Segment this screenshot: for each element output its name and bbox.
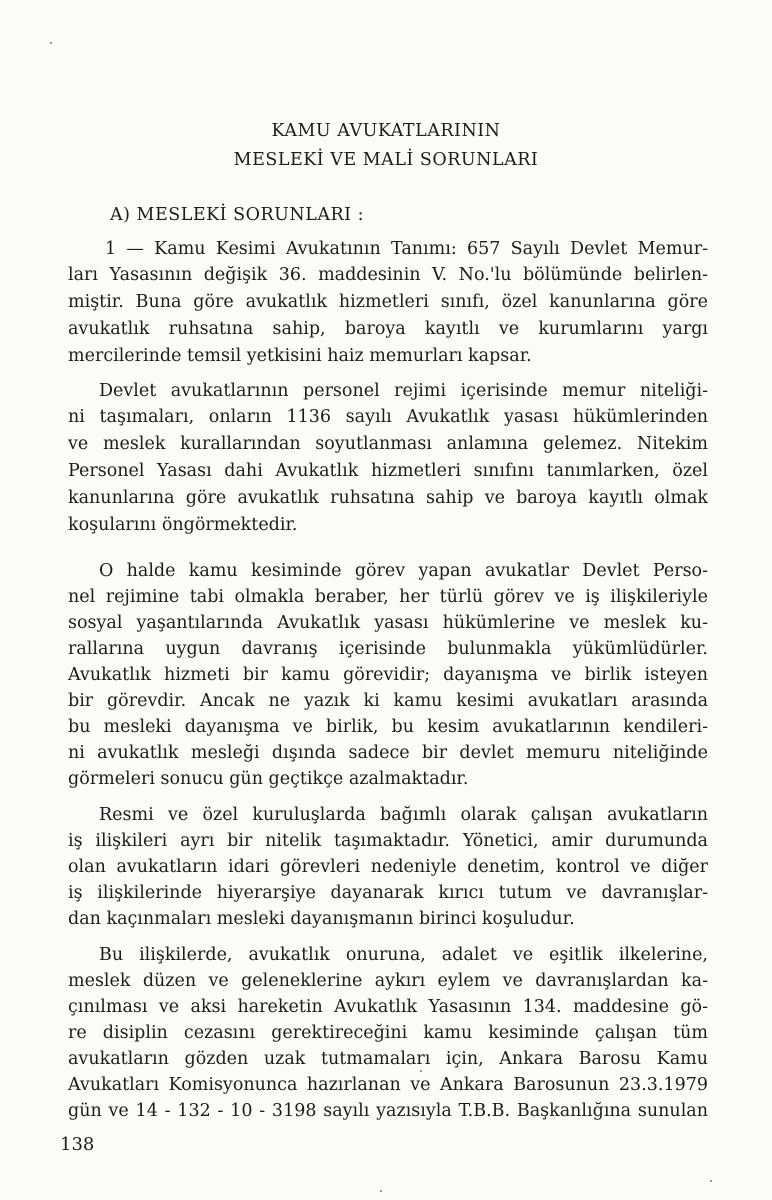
- text-line: nel rejimine tabi olmakla beraber, her türlü görev ve iş ilişkileriyle: [68, 587, 708, 607]
- text-line: Bu ilişkilerde, avukatlık onuruna, adalet ve eşitlik ilkelerine,: [99, 945, 708, 965]
- text-line: dan kaçınmaları mesleki dayanışmanın birinci koşuludur.: [68, 909, 575, 929]
- text-line: Avukatları Komisyonunca hazırlanan ve Ankara Barosunun 23.3.1979: [68, 1075, 708, 1095]
- text-line: ları Yasasının değişik 36. maddesinin V. No.'lu bölümünde belirlen-: [68, 265, 708, 285]
- text-line: bu mesleki dayanışma ve birlik, bu kesim avukatlarının kendileri-: [68, 717, 708, 737]
- text-line: Avukatlık hizmeti bir kamu görevidir; dayanışma ve birlik isteyen: [68, 665, 708, 685]
- title-line-2: MESLEKİ VE MALİ SORUNLARI: [233, 150, 539, 170]
- scan-speck: [50, 42, 52, 44]
- scan-speck: [710, 1180, 712, 1182]
- text-line: Resmi ve özel kuruluşlarda bağımlı olarak çalışan avukatların: [99, 805, 708, 825]
- text-line: ni avukatlık mesleği dışında sadece bir devlet memuru niteliğinde: [68, 743, 708, 763]
- text-line: gün ve 14 - 132 - 10 - 3198 sayılı yazısıyla T.B.B. Başkanlığına sunulan: [68, 1101, 708, 1121]
- scan-speck: [420, 1070, 422, 1072]
- section-heading: A) MESLEKİ SORUNLARI :: [110, 205, 365, 225]
- page-number: 138: [60, 1134, 95, 1155]
- text-line: bir görevdir. Ancak ne yazık ki kamu kesimi avukatları arasında: [68, 691, 708, 711]
- text-line: re disiplin cezasını gerektireceğini kamu kesiminde çalışan tüm: [68, 1023, 708, 1043]
- text-line: meslek düzen ve geleneklerine aykırı eylem ve davranışlardan ka-: [68, 971, 708, 991]
- text-line: görmeleri sonucu gün geçtikçe azalmaktadır.: [68, 769, 469, 789]
- text-line: Devlet avukatlarının personel rejimi içerisinde memur niteliği-: [99, 381, 708, 401]
- title-line-1: KAMU AVUKATLARININ: [271, 121, 501, 141]
- scan-speck: [380, 1190, 382, 1192]
- text-line: avukatların gözden uzak tutmamaları için, Ankara Barosu Kamu: [68, 1049, 708, 1069]
- text-line: ni taşımaları, onların 1136 sayılı Avukatlık yasası hükümlerinden: [68, 407, 708, 427]
- text-line: iş ilişkilerinde hiyerarşiye dayanarak kırıcı tutum ve davranışlar-: [68, 883, 708, 903]
- text-line: 1 — Kamu Kesimi Avukatının Tanımı: 657 Sayılı Devlet Memur-: [105, 239, 708, 259]
- text-line: rallarına uygun davranış içerisinde bulunmakla yükümlüdürler.: [68, 639, 708, 659]
- text-line: kanunlarına göre avukatlık ruhsatına sahip ve baroya kayıtlı olmak: [68, 488, 708, 508]
- text-line: O halde kamu kesiminde görev yapan avukatlar Devlet Perso-: [99, 561, 708, 581]
- text-line: ve meslek kurallarından soyutlanması anlamına gelemez. Nitekim: [68, 434, 708, 454]
- text-line: miştir. Buna göre avukatlık hizmetleri sınıfı, özel kanunlarına göre: [68, 292, 708, 312]
- text-line: olan avukatların idari görevleri nedeniyle denetim, kontrol ve diğer: [68, 857, 708, 877]
- text-line: mercilerinde temsil yetkisini haiz memurları kapsar.: [68, 346, 532, 366]
- text-line: koşularını öngörmektedir.: [68, 515, 298, 535]
- text-line: avukatlık ruhsatına sahip, baroya kayıtlı ve kurumlarını yargı: [68, 319, 708, 339]
- text-line: sosyal yaşantılarında Avukatlık yasası hükümlerine ve meslek ku-: [68, 613, 708, 633]
- text-line: çınılması ve aksi hareketin Avukatlık Yasasının 134. maddesine gö-: [68, 997, 708, 1017]
- text-line: Personel Yasası dahi Avukatlık hizmetleri sınıfını tanımlarken, özel: [68, 461, 708, 481]
- text-line: iş ilişkileri ayrı bir nitelik taşımaktadır. Yönetici, amir durumunda: [68, 831, 708, 851]
